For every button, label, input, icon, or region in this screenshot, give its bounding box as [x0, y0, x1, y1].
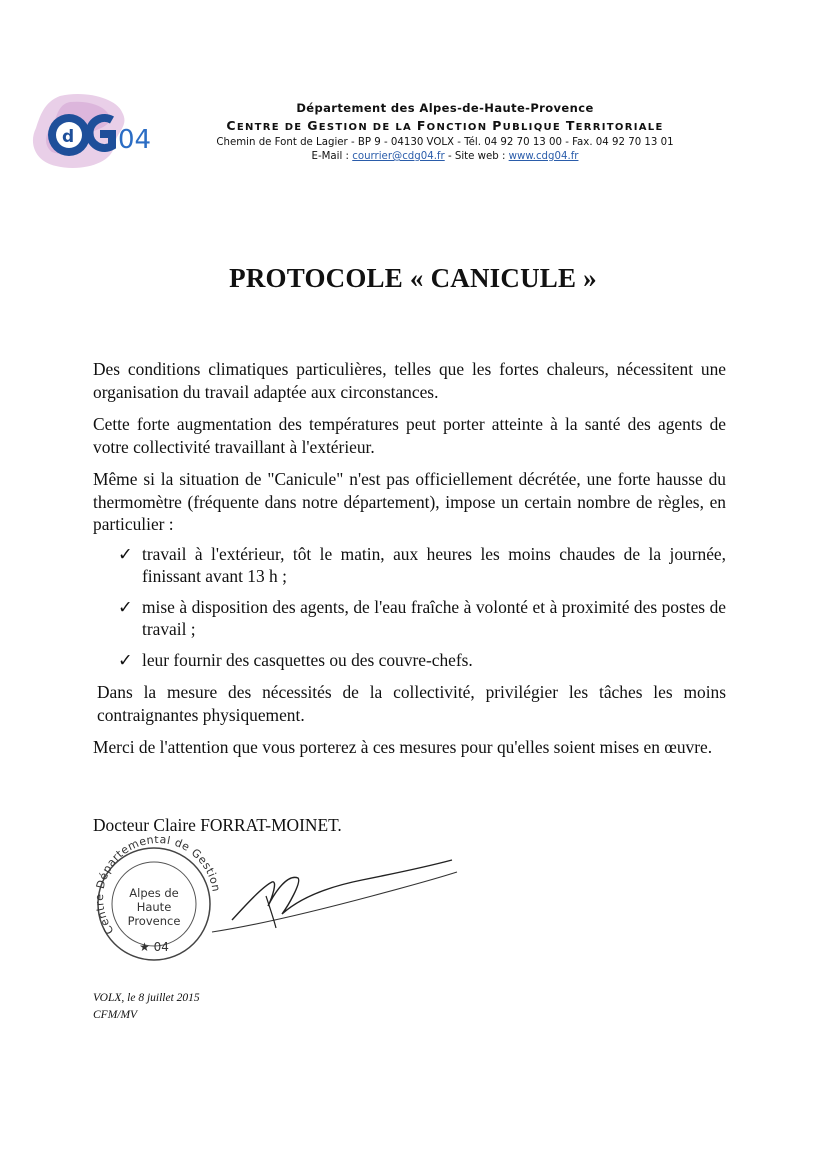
checkmark-icon: ✓ [118, 543, 133, 564]
paragraph: Cette forte augmentation des températures peut porter atteinte à la santé des agents de votre collectivité travaillant à l'extérieur. [93, 414, 726, 457]
reference-code: CFM/MV [93, 1009, 138, 1021]
website-link[interactable]: www.cdg04.fr [508, 151, 579, 162]
rule-item: ✓ mise à disposition des agents, de l'eau fraîche à volonté et à proximité des postes de travail ; [118, 596, 726, 639]
star-icon: ★ [139, 940, 150, 954]
official-stamp [92, 836, 472, 966]
rule-item: ✓ travail à l'extérieur, tôt le matin, aux heures les moins chaudes de la journée, finissant avant 13 h ; [118, 543, 726, 586]
document-footer [93, 990, 200, 1024]
cdg04-logo [30, 92, 162, 174]
checkmark-icon: ✓ [118, 596, 133, 617]
stamp-center-text: Alpes de Haute Provence [127, 886, 181, 928]
checkmark-icon: ✓ [118, 649, 133, 670]
org-part: FONCTION [416, 118, 493, 133]
stamp-number: ★ 04 [139, 940, 169, 954]
document-title: PROTOCOLE « CANICULE » [229, 263, 597, 293]
paragraph: Dans la mesure des nécessités de la collectivité, privilégier les tâches les moins contraignantes physiquement. [97, 682, 726, 725]
address-line: Chemin de Font de Lagier - BP 9 - 04130 VOLX - Tél. 04 92 70 13 00 - Fax. 04 92 70 13 01 [216, 137, 674, 148]
email-link[interactable]: courrier@cdg04.fr [352, 151, 445, 162]
department-name: Département des Alpes-de-Haute-Provence [296, 101, 594, 115]
rule-item: ✓ leur fournir des casquettes ou des couvre-chefs. [118, 649, 473, 670]
organization-name [165, 117, 725, 136]
paragraph: Des conditions climatiques particulières, telles que les fortes chaleurs, nécessitent une organisation du travail adaptée aux circonstances. [93, 359, 726, 402]
place-date: VOLX, le 8 juillet 2015 [93, 992, 200, 1004]
contact-line: E-Mail : courrier@cdg04.fr - Site web : www.cdg04.fr [311, 151, 579, 162]
document-body [93, 358, 726, 769]
signer-name: Docteur Claire FORRAT-MOINET. [93, 815, 342, 835]
org-part: PUBLIQUE [492, 118, 566, 133]
stamp-outer-text: Centre Départemental de Gestion [92, 836, 223, 937]
svg-text:d: d [62, 127, 75, 147]
paragraph: Même si la situation de "Canicule" n'est pas officiellement décrétée, une forte hausse du thermomètre (fréquente dans notre département), impose un certain nombre de règles, en particulier : [93, 469, 726, 534]
paragraph: Merci de l'attention que vous porterez à ces mesures pour qu'elles soient mises en œuvre. [93, 737, 713, 757]
svg-text:04: 04 [118, 125, 152, 155]
org-part: GESTION DE LA [307, 118, 417, 133]
letterhead [165, 100, 725, 164]
org-part: TERRITORIALE [565, 118, 664, 133]
org-part: CENTRE DE [226, 118, 308, 133]
